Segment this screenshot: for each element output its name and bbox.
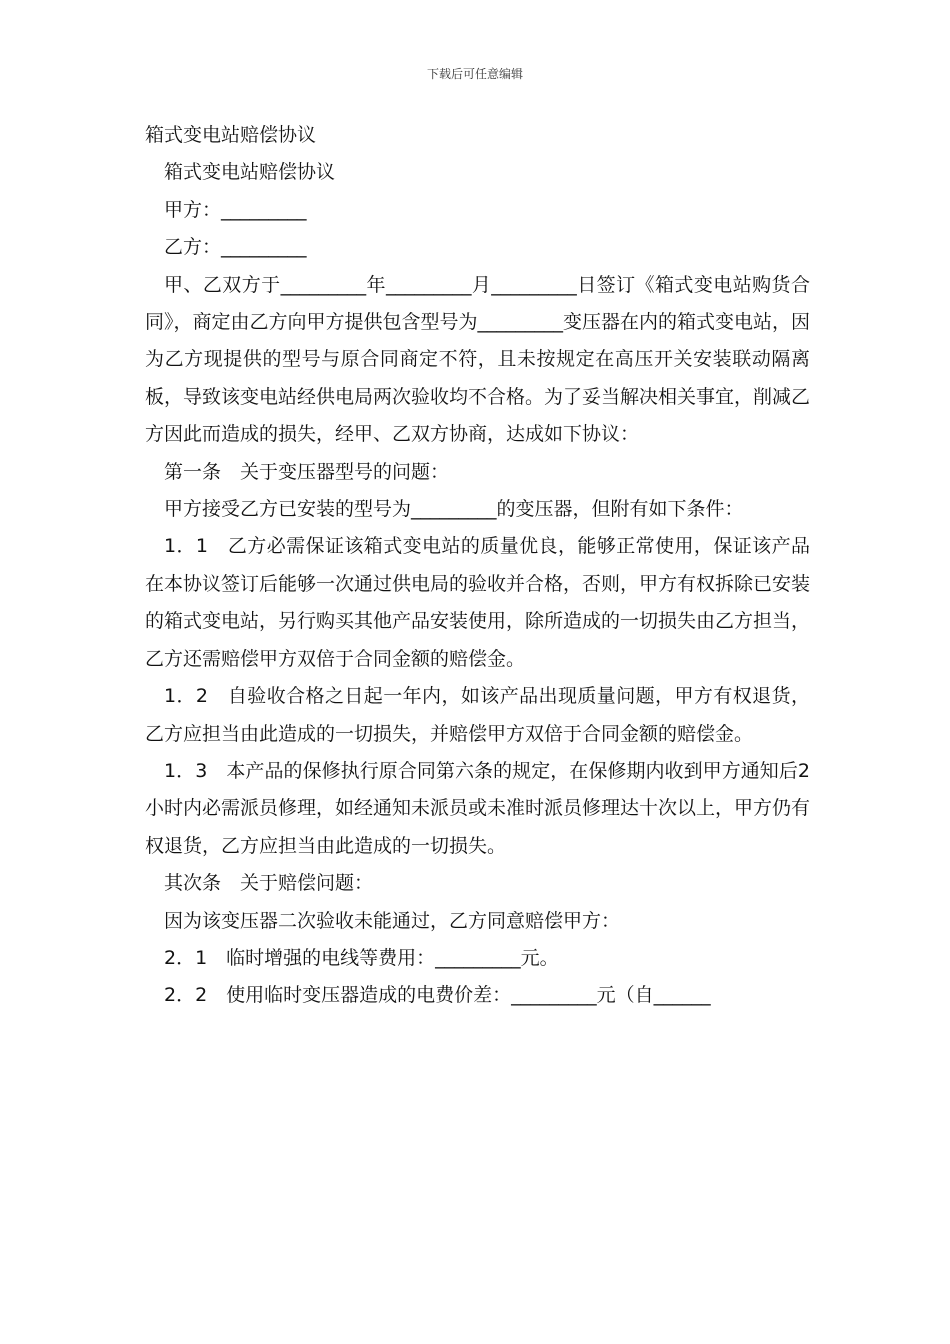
- article-2-heading: 其次条 关于赔偿问题：: [164, 872, 374, 895]
- article-1-intro: 甲方接受乙方已安装的型号为_________的变压器，但附有如下条件：: [164, 498, 744, 521]
- party-b-field: 乙方：_________: [164, 236, 307, 259]
- clause-1-1: 1．1 乙方必需保证该箱式变电站的质量优良，能够正常使用，保证该产品在本协议签订后能够一次通过供电局的验收并合格，否则，甲方有权拆除已安装的箱式变电站，另行购买其他产品安装使用，除所造成的一切损失由乙方担当，乙方还需赔偿甲方双倍于合同金额的赔偿金。: [145, 535, 811, 670]
- clause-2-2: 2．2 使用临时变压器造成的电费价差：_________元（自______: [164, 984, 711, 1007]
- clause-1-2: 1．2 自验收合格之日起一年内，如该产品出现质量问题，甲方有权退货，乙方应担当由此造成的一切损失，并赔偿甲方双倍于合同金额的赔偿金。: [145, 685, 810, 745]
- party-a-field: 甲方：_________: [164, 198, 307, 221]
- document-body: [145, 117, 810, 1015]
- preamble-paragraph: 甲、乙双方于_________年_________月_________日签订《箱式变电站购货合同》，商定由乙方向甲方提供包含型号为_________变压器在内的箱式变电站，因为乙方现提供的型号与原合同商定不符，且未按规定在高压开关安装联动隔离板，导致该变电站经供电局两次验收均不合格。为了妥当解决相关事宜，削减乙方因此而造成的损失，经甲、乙双方协商，达成如下协议：: [145, 273, 811, 446]
- clause-1-3: 1．3 本产品的保修执行原合同第六条的规定，在保修期内收到甲方通知后2小时内必需派员修理，如经通知未派员或未准时派员修理达十次以上，甲方仍有权退货，乙方应担当由此造成的一切损失。: [145, 759, 811, 857]
- article-1-heading: 第一条 关于变压器型号的问题：: [164, 460, 450, 483]
- article-2-intro: 因为该变压器二次验收未能通过，乙方同意赔偿甲方：: [164, 909, 621, 932]
- clause-2-1: 2．1 临时增强的电线等费用：_________元。: [164, 946, 559, 969]
- header-note: 下载后可任意编辑: [426, 67, 523, 81]
- document-subtitle: 箱式变电站赔偿协议: [164, 161, 336, 184]
- document-title: 箱式变电站赔偿协议: [145, 124, 317, 146]
